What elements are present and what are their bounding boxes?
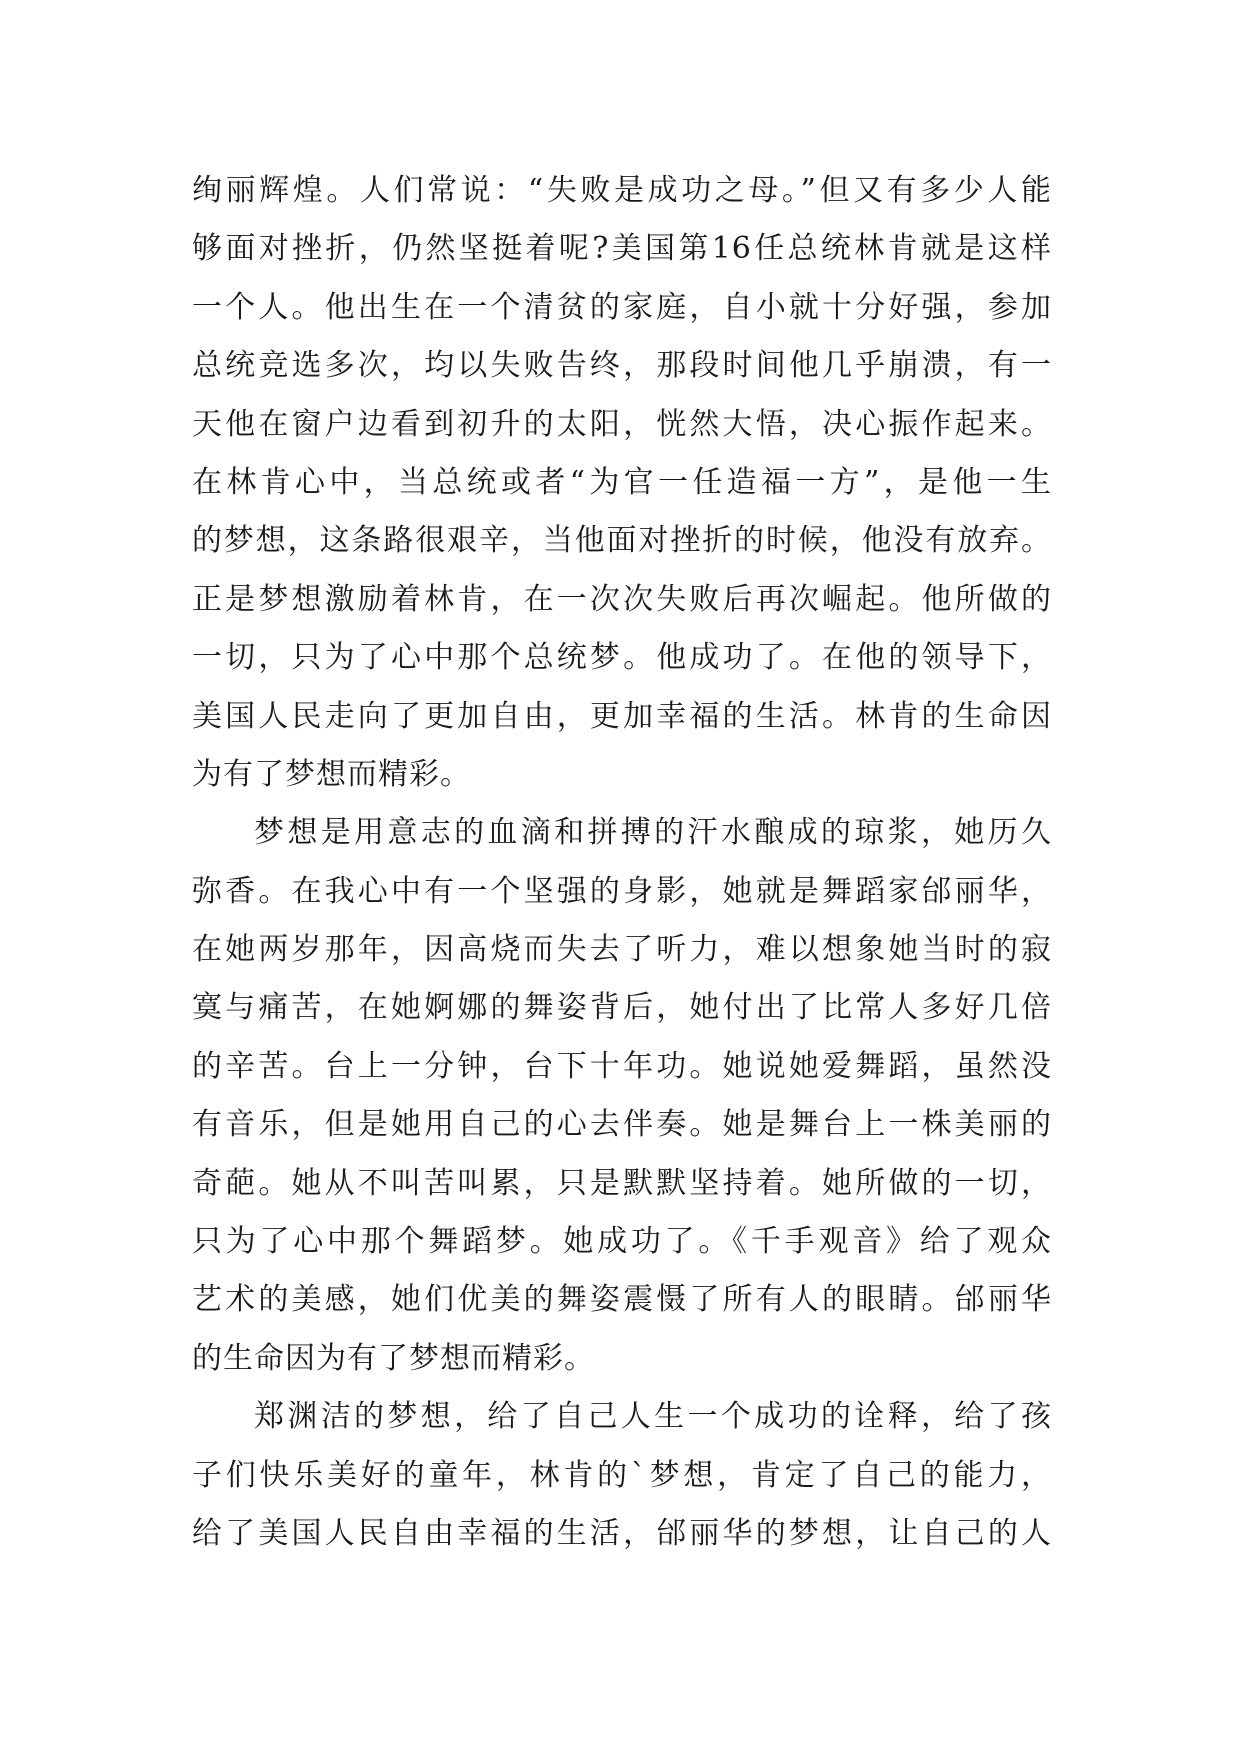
text-line: 弥香。在我心中有一个坚强的身影，她就是舞蹈家邰丽华， xyxy=(192,873,1052,909)
text-line: 梦想是用意志的血滴和拼搏的汗水酿成的琼浆，她历久 xyxy=(254,815,1052,851)
text-line: 只为了心中那个舞蹈梦。她成功了。《千手观音》给了观众 xyxy=(192,1224,1052,1260)
text-line: 奇葩。她从不叫苦叫累，只是默默坚持着。她所做的一切， xyxy=(192,1165,1052,1201)
text-line: 够面对挫折，仍然坚挺着呢?美国第16任总统林肯就是这样 xyxy=(192,231,1052,267)
text-line: 天他在窗户边看到初升的太阳，恍然大悟，决心振作起来。 xyxy=(192,406,1052,442)
text-line: 郑渊洁的梦想，给了自己人生一个成功的诠释，给了孩 xyxy=(254,1399,1052,1435)
text-line: 在林肯心中，当总统或者“为官一任造福一方”，是他一生 xyxy=(192,464,1052,500)
text-line: 的梦想，这条路很艰辛，当他面对挫折的时候，他没有放弃。 xyxy=(192,523,1052,559)
paragraph-lincoln xyxy=(192,162,1052,804)
text-line: 的辛苦。台上一分钟，台下十年功。她说她爱舞蹈，虽然没 xyxy=(192,1048,1052,1084)
text-line: 为有了梦想而精彩。 xyxy=(192,756,471,792)
text-line: 的生命因为有了梦想而精彩。 xyxy=(192,1340,595,1376)
text-line: 正是梦想激励着林肯，在一次次失败后再次崛起。他所做的 xyxy=(192,581,1052,617)
text-line: 在她两岁那年，因高烧而失去了听力，难以想象她当时的寂 xyxy=(192,932,1052,968)
text-line: 绚丽辉煌。人们常说：“失败是成功之母。”但又有多少人能 xyxy=(192,173,1052,208)
text-line: 美国人民走向了更加自由，更加幸福的生活。林肯的生命因 xyxy=(192,698,1052,734)
document-body xyxy=(192,162,1052,1563)
text-line: 子们快乐美好的童年，林肯的`梦想，肯定了自己的能力， xyxy=(192,1457,1052,1493)
text-line: 有音乐，但是她用自己的心去伴奏。她是舞台上一株美丽的 xyxy=(192,1107,1052,1143)
text-line: 艺术的美感，她们优美的舞姿震慑了所有人的眼睛。邰丽华 xyxy=(192,1282,1052,1318)
text-line: 总统竞选多次，均以失败告终，那段时间他几乎崩溃，有一 xyxy=(192,348,1052,384)
text-line: 一个人。他出生在一个清贫的家庭，自小就十分好强，参加 xyxy=(192,289,1052,325)
paragraph-tai-lihua xyxy=(192,804,1052,1388)
paragraph-summary xyxy=(192,1388,1052,1563)
text-line: 一切，只为了心中那个总统梦。他成功了。在他的领导下， xyxy=(192,640,1052,676)
text-line: 寞与痛苦，在她婀娜的舞姿背后，她付出了比常人多好几倍 xyxy=(192,990,1052,1026)
text-line: 给了美国人民自由幸福的生活，邰丽华的梦想，让自己的人 xyxy=(192,1515,1052,1551)
